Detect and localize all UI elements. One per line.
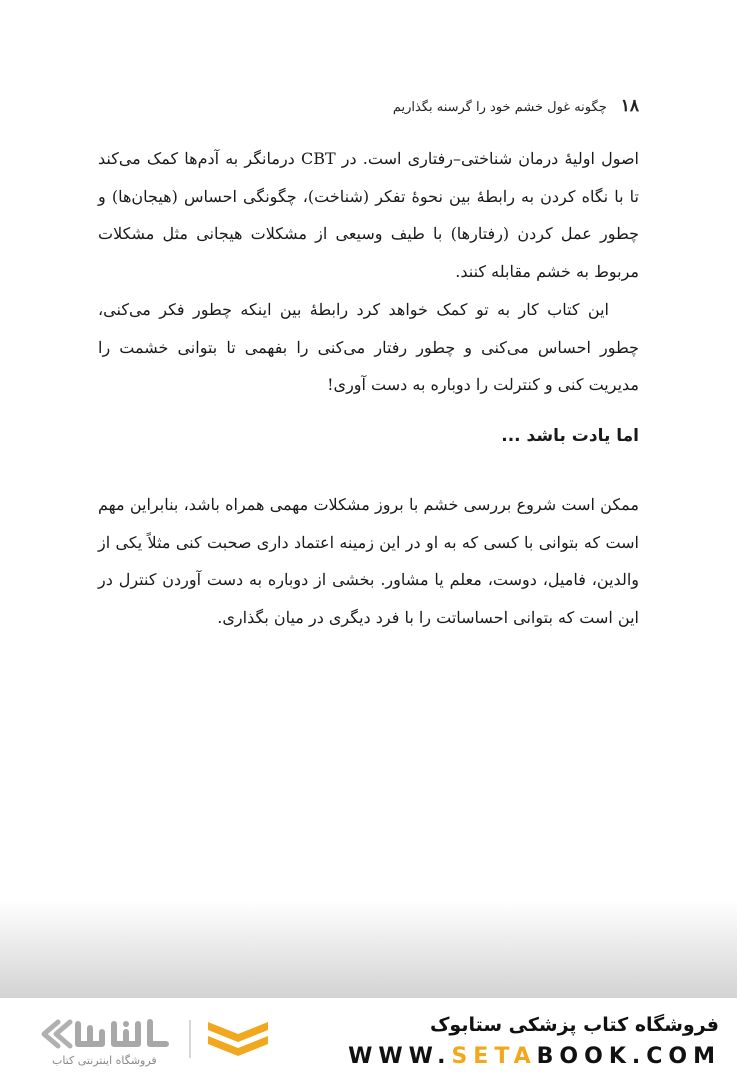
url-seta: SETA — [451, 1044, 537, 1069]
url-prefix: WWW. — [348, 1044, 452, 1069]
paragraph-1: اصول اولیهٔ درمان شناختی–رفتاری است. در CBT درمانگر به آدم‌ها کمک می‌کند تا با نگاه کردن به رابطهٔ بین نحوهٔ تفکر (شناخت)، چگونگی احساس (هیجان‌ها) و چطور عمل کردن (رفتارها) با طیف وسیعی از مشکلات هیجانی مثل مشکلات مربوط به خشم مقابله کنند. — [98, 149, 639, 282]
watermark-footer — [0, 998, 737, 1080]
body-text — [98, 140, 639, 404]
store-name: فروشگاه کتاب پزشکی ستابوک — [429, 1014, 719, 1036]
logo-tagline: فروشگاه اینترنتی کتاب — [52, 1054, 157, 1067]
paragraph-2: این کتاب کار به تو کمک خواهد کرد رابطهٔ بین اینکه چطور فکر می‌کنی، چطور احساس می‌کنی و چطور رفتار می‌کنی را بفهمی تا بتوانی خشمت را مدیریت کنی و کنترلت را دوباره به دست آوری! — [98, 299, 639, 395]
website-url — [348, 1044, 721, 1069]
running-head — [98, 96, 639, 116]
page-number: ۱۸ — [620, 96, 639, 116]
section-heading: اما یادت باشد ... — [501, 426, 639, 446]
paragraph-3: ممکن است شروع بررسی خشم با بروز مشکلات مهمی همراه باشد، بنابراین مهم است که بتوانی با کسی که به او در این زمینه اعتماد داری صحبت کنی مثلاً یکی از والدین، فامیل، دوست، معلم یا مشاور. بخشی از دوباره به دست آوردن کنترل در این است که بتوانی احساساتت را با فرد دیگری در میان بگذاری. — [98, 495, 640, 628]
section-body — [98, 470, 639, 653]
url-suffix: .COM — [631, 1044, 721, 1069]
url-book: BOOK — [536, 1044, 632, 1069]
book-title: چگونه غول خشم خود را گرسنه بگذاریم — [392, 100, 607, 115]
bottom-shadow — [0, 900, 737, 1000]
